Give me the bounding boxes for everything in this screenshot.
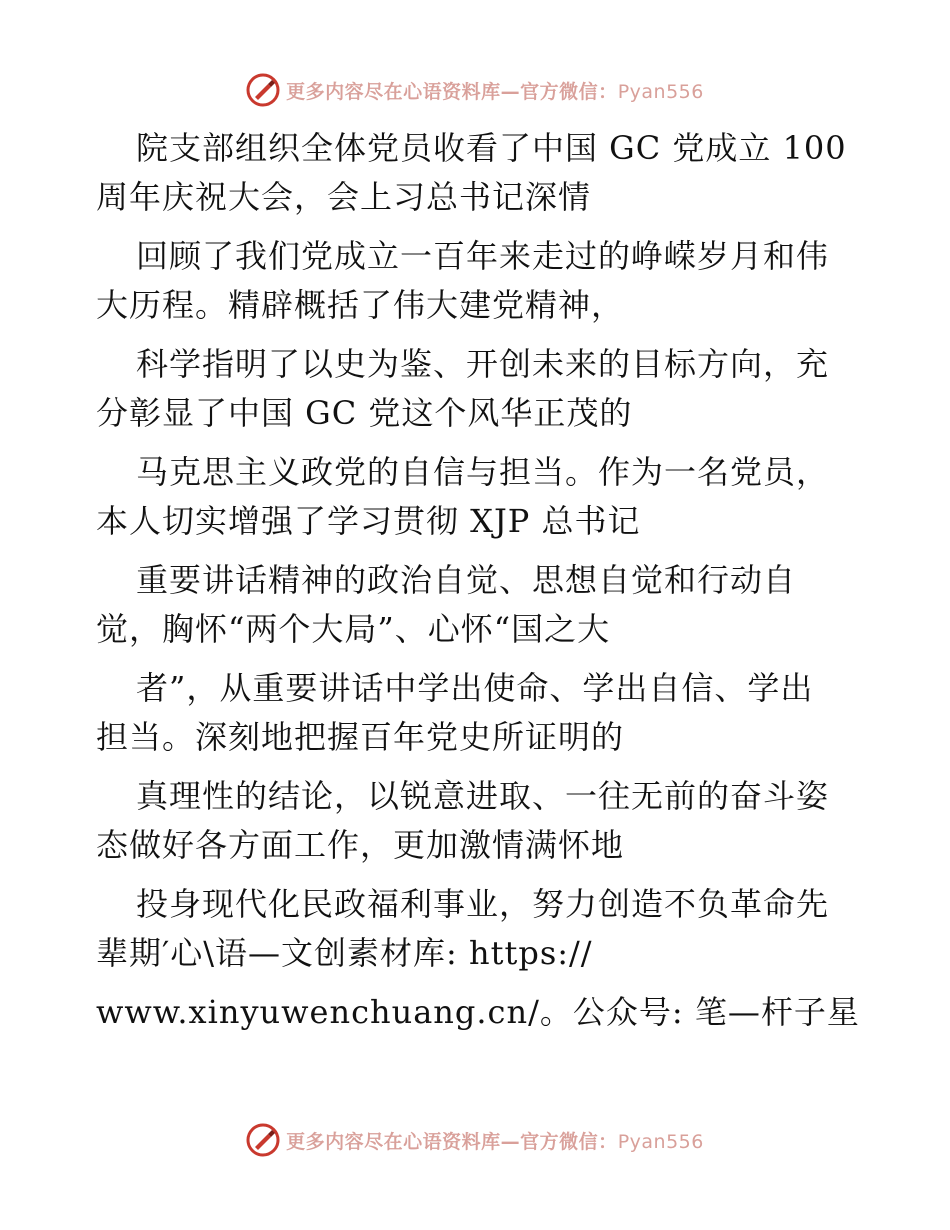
text-line-10: 觉，胸怀“两个大局”、心怀“国之大 — [96, 610, 611, 648]
text-line-12: 担当。深刻地把握百年党史所证明的 — [96, 718, 625, 756]
text-line-2: 周年庆祝大会，会上习总书记深情 — [96, 178, 592, 216]
watermark-dash: — — [500, 1130, 521, 1153]
text-line-13: 真理性的结论，以锐意进取、一往无前的奋斗姿 — [136, 777, 830, 815]
header-watermark — [0, 72, 950, 108]
watermark-text — [286, 77, 704, 104]
text-line-3: 回顾了我们党成立一百年来走过的峥嵘岁月和伟 — [136, 237, 830, 275]
text-line-9: 重要讲话精神的政治自觉、思想自觉和行动自 — [136, 561, 797, 599]
watermark-id: Pyan556 — [617, 1130, 704, 1153]
text-line-16: 辈期′心\语—文创素材库: https:// — [96, 934, 593, 972]
watermark-text — [286, 1127, 704, 1154]
text-line-1: 院支部组织全体党员收看了中国 GC 党成立 100 — [136, 129, 847, 167]
watermark-main: 更多内容尽在心语资料库 — [286, 1130, 501, 1153]
watermark-id: Pyan556 — [617, 80, 704, 103]
text-line-5: 科学指明了以史为鉴、开创未来的目标方向，充 — [136, 345, 830, 383]
text-line-15: 投身现代化民政福利事业，努力创造不负革命先 — [136, 885, 830, 923]
watermark-main: 更多内容尽在心语资料库 — [286, 80, 501, 103]
text-line-11: 者”，从重要讲话中学出使命、学出自信、学出 — [136, 669, 814, 707]
text-line-6: 分彰显了中国 GC 党这个风华正茂的 — [96, 394, 633, 432]
pen-logo-icon — [246, 73, 280, 107]
footer-watermark — [0, 1122, 950, 1158]
watermark-dash: — — [500, 80, 521, 103]
document-body — [96, 124, 860, 1037]
text-line-7: 马克思主义政党的自信与担当。作为一名党员， — [136, 453, 830, 491]
text-line-4: 大历程。精辟概括了伟大建党精神， — [96, 286, 625, 324]
watermark-official: 官方微信： — [520, 80, 618, 103]
text-line-8: 本人切实增强了学习贯彻 XJP 总书记 — [96, 502, 641, 540]
text-line-17: www.xinyuwenchuang.cn/。公众号: 笔—杆子星 — [96, 993, 860, 1031]
pen-logo-icon — [246, 1123, 280, 1157]
watermark-official: 官方微信： — [520, 1130, 618, 1153]
text-line-14: 态做好各方面工作，更加激情满怀地 — [96, 826, 625, 864]
